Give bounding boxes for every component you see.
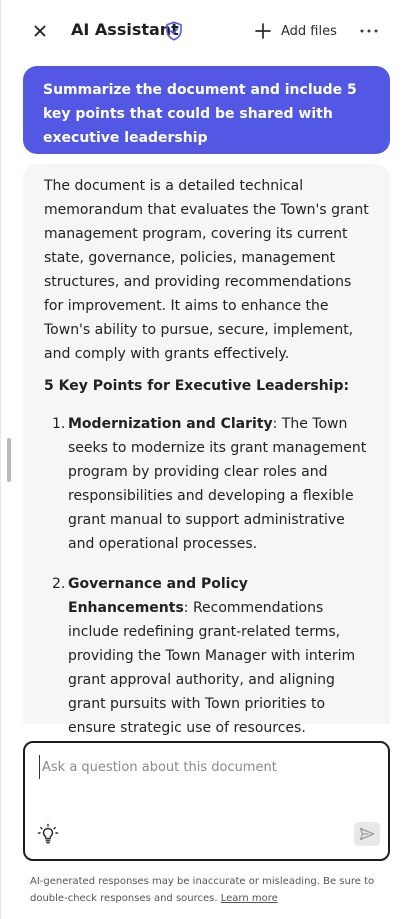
close-icon [34,25,46,37]
panel-header [1,0,403,62]
key-point-title: Governance and Policy Enhancements [68,576,248,616]
key-point-number: 1. [52,416,66,432]
assistant-message [23,164,390,736]
key-points-list [44,412,370,740]
plus-icon [253,21,273,41]
add-files-button[interactable] [253,18,337,44]
ai-disclaimer [30,873,380,907]
close-button[interactable] [27,18,53,44]
add-files-label: Add files [281,23,337,39]
assistant-summary: The document is a detailed technical memorandum that evaluates the Town's grant management program, covering its current state, governance, policies, management structures, and providing recommendations for improvement. It aims to enhance the Town's ability to pursue, secure, implement, and comply with grants effectively. [44,178,369,362]
panel-title: AI Assistant [71,20,179,39]
lightbulb-icon[interactable] [37,823,59,845]
key-point-number: 2. [52,576,66,592]
more-horizontal-icon [360,29,378,33]
learn-more-link[interactable]: Learn more [220,893,278,904]
key-points-heading: 5 Key Points for Executive Leadership: [44,378,350,394]
user-message: Summarize the document and include 5 key points that could be shared with executive leadership [23,66,390,154]
send-icon [359,827,375,841]
key-point-item [44,572,370,740]
more-options-button[interactable] [355,18,383,44]
send-button[interactable] [354,822,380,846]
question-input-box [23,741,390,861]
key-point-item [44,412,370,556]
shield-check-icon [165,21,183,41]
chat-history[interactable] [1,62,403,736]
key-point-text: : The Town seeks to modernize its grant management program by providing clear roles and responsibilities and developing a flexible grant manual to support administrative and operational processes. [68,416,367,552]
disclaimer-text: AI-generated responses may be inaccurate or misleading. Be sure to double-check responses and sources. [30,876,375,904]
key-point-title: Modernization and Clarity [68,416,273,432]
key-point-text: : Recommendations include redefining grant-related terms, providing the Town Manager with interim grant approval authority, and aligning grant pursuits with Town priorities to ensure strategic use of resources. [68,600,356,736]
question-input[interactable] [39,755,369,779]
